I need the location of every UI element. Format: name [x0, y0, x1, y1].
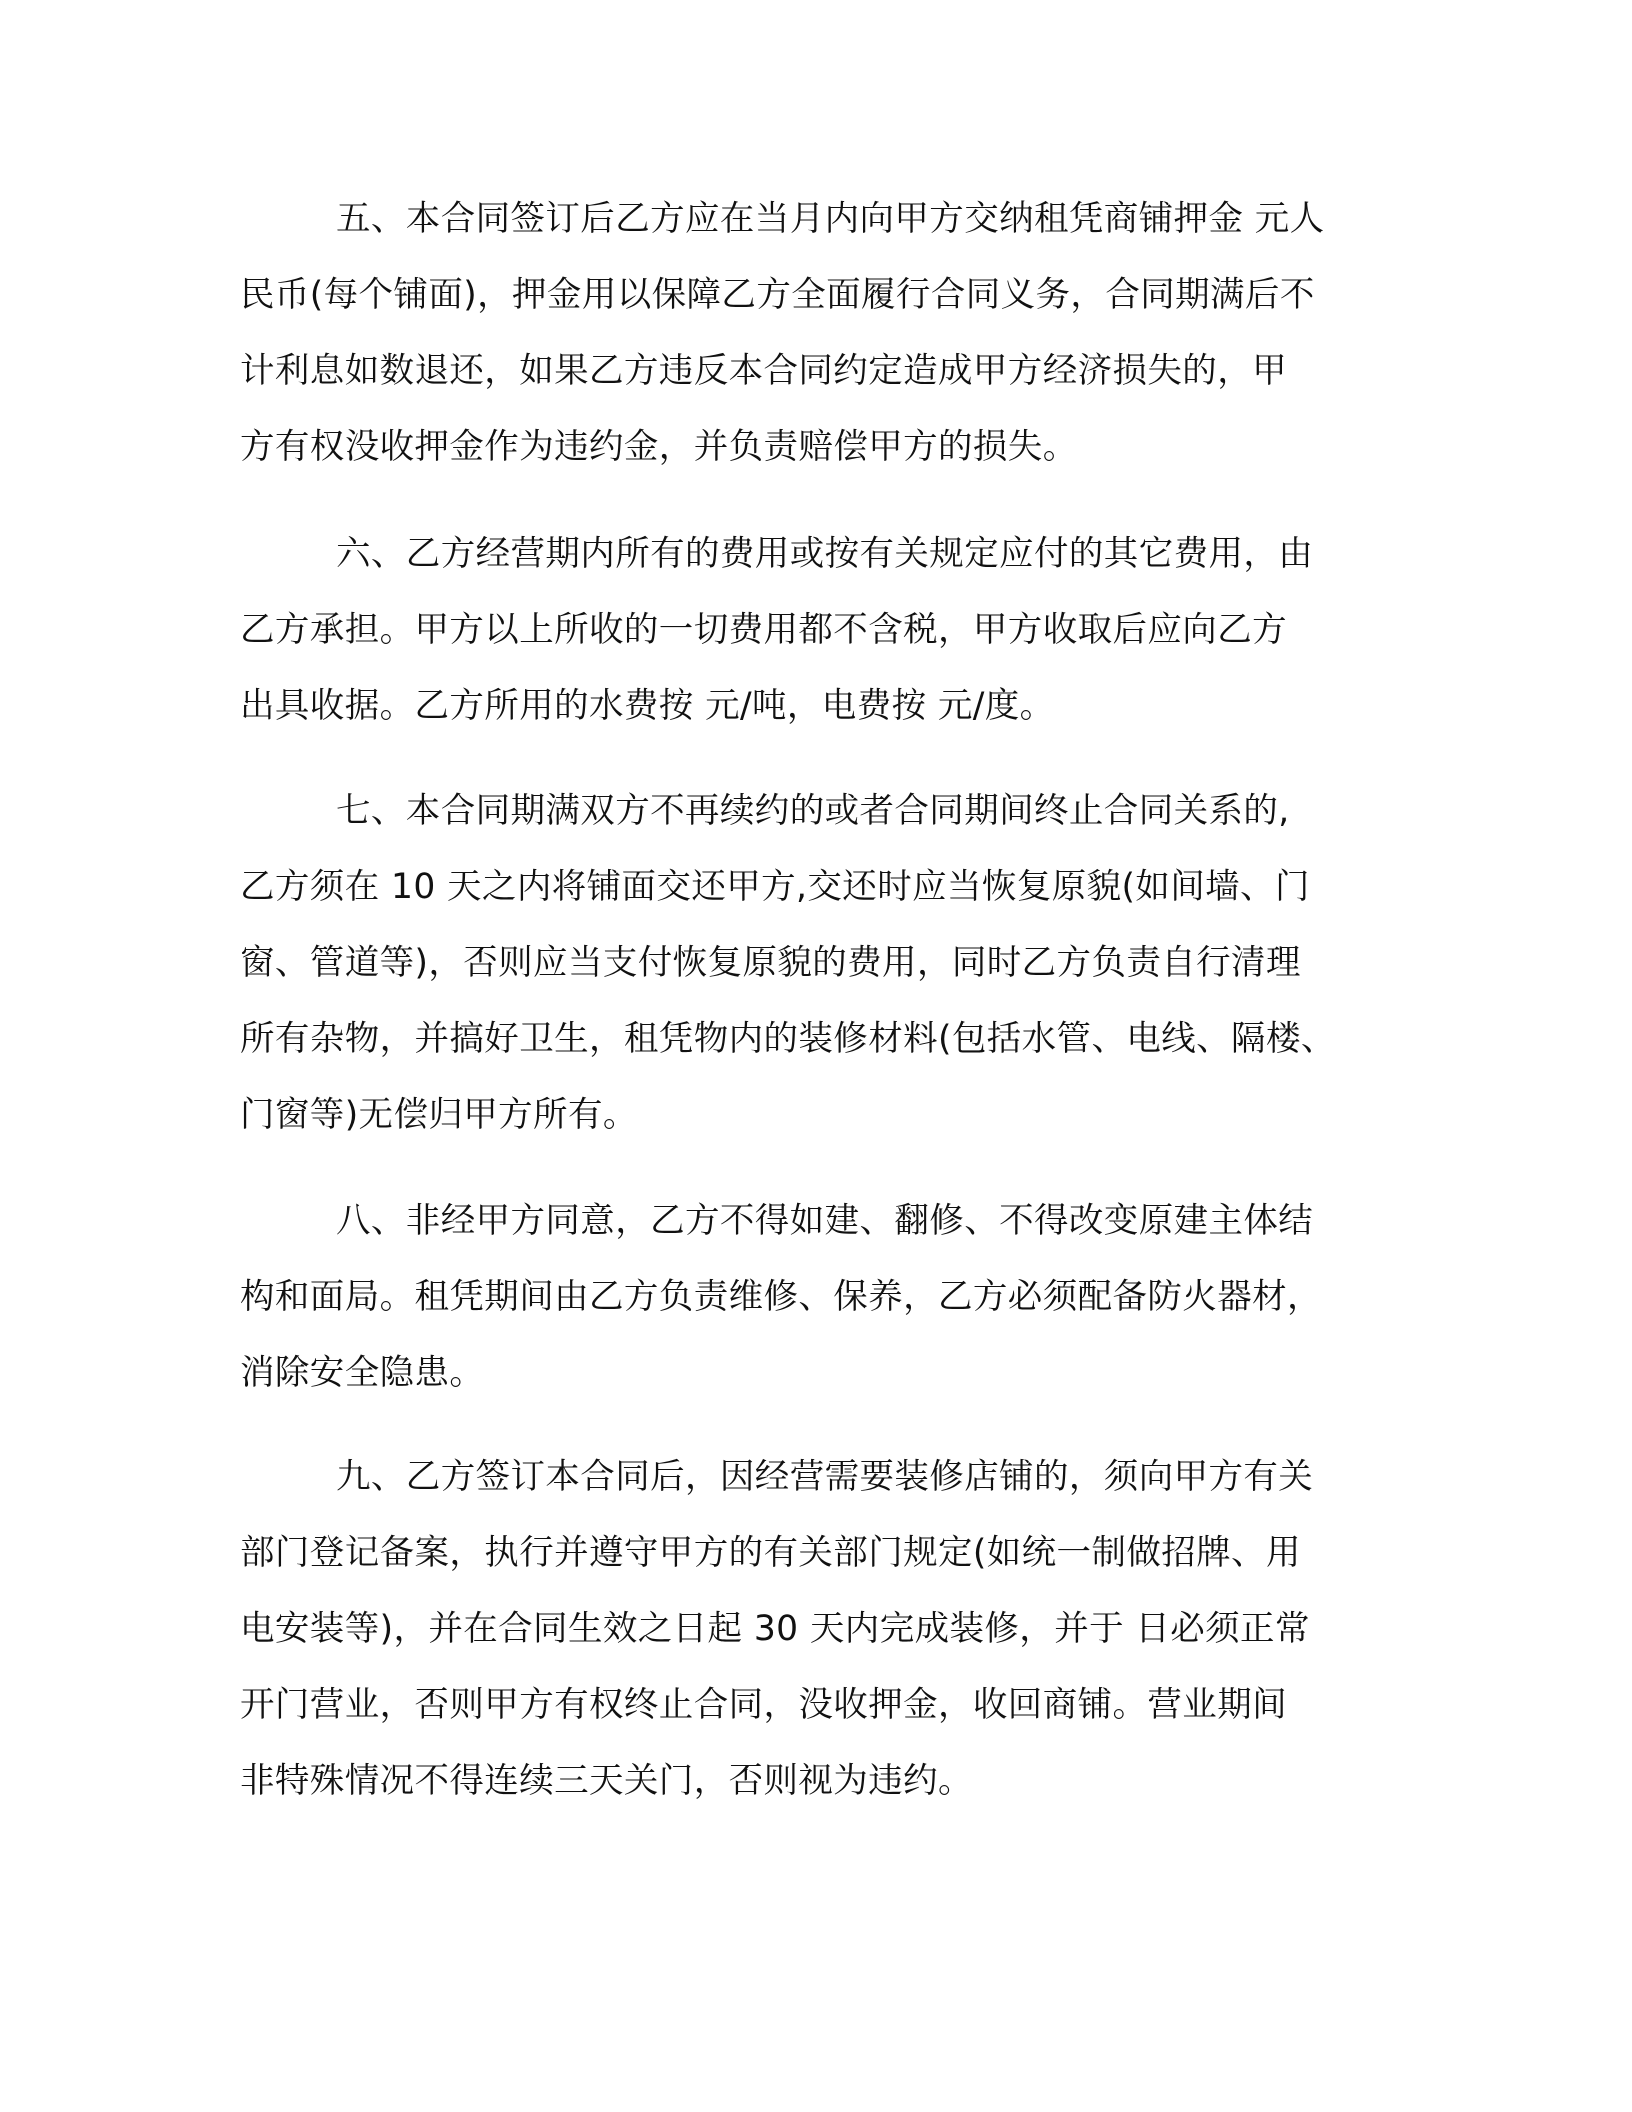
clause-9-paragraph — [240, 1439, 1385, 1819]
clause-8-line: 构和面局。租凭期间由乙方负责维修、保养，乙方必须配备防火器材， — [240, 1277, 1322, 1317]
clause-5-line: 计利息如数退还，如果乙方违反本合同约定造成甲方经济损失的，甲 — [240, 351, 1287, 391]
clause-7-line: 所有杂物，并搞好卫生，租凭物内的装修材料(包括水管、电线、隔楼、 — [240, 1019, 1336, 1059]
clause-5-line: 五、本合同签订后乙方应在当月内向甲方交纳租凭商铺押金 元人 — [336, 199, 1325, 239]
clause-6-paragraph — [240, 516, 1385, 744]
clause-9-line: 九、乙方签订本合同后，因经营需要装修店铺的，须向甲方有关 — [336, 1457, 1314, 1497]
clause-7-paragraph — [240, 773, 1385, 1153]
clause-9-line: 非特殊情况不得连续三天关门，否则视为违约。 — [240, 1761, 973, 1801]
clause-5-line: 民币(每个铺面)，押金用以保障乙方全面履行合同义务，合同期满后不 — [240, 275, 1315, 315]
clause-9-line: 部门登记备案，执行并遵守甲方的有关部门规定(如统一制做招牌、用 — [240, 1533, 1301, 1573]
clause-9-line: 开门营业，否则甲方有权终止合同，没收押金，收回商铺。营业期间 — [240, 1685, 1287, 1725]
clause-7-line: 七、本合同期满双方不再续约的或者合同期间终止合同关系的, — [336, 791, 1290, 831]
clause-9-line: 电安装等)，并在合同生效之日起 30 天内完成装修，并于 日必须正常 — [240, 1609, 1310, 1649]
clause-6-line: 六、乙方经营期内所有的费用或按有关规定应付的其它费用，由 — [336, 534, 1314, 574]
clause-5-line: 方有权没收押金作为违约金，并负责赔偿甲方的损失。 — [240, 427, 1078, 467]
clause-5-paragraph — [240, 181, 1385, 485]
clause-6-line: 乙方承担。甲方以上所收的一切费用都不含税，甲方收取后应向乙方 — [240, 610, 1287, 650]
clause-7-line: 门窗等)无偿归甲方所有。 — [240, 1095, 638, 1135]
clause-7-line: 窗、管道等)，否则应当支付恢复原貌的费用，同时乙方负责自行清理 — [240, 943, 1301, 983]
clause-8-paragraph — [240, 1183, 1385, 1411]
clause-8-line: 八、非经甲方同意，乙方不得如建、翻修、不得改变原建主体结 — [336, 1201, 1314, 1241]
clause-6-line: 出具收据。乙方所用的水费按 元/吨，电费按 元/度。 — [240, 686, 1055, 726]
clause-8-line: 消除安全隐患。 — [240, 1353, 485, 1393]
clause-7-line: 乙方须在 10 天之内将铺面交还甲方,交还时应当恢复原貌(如间墙、门 — [240, 867, 1310, 907]
